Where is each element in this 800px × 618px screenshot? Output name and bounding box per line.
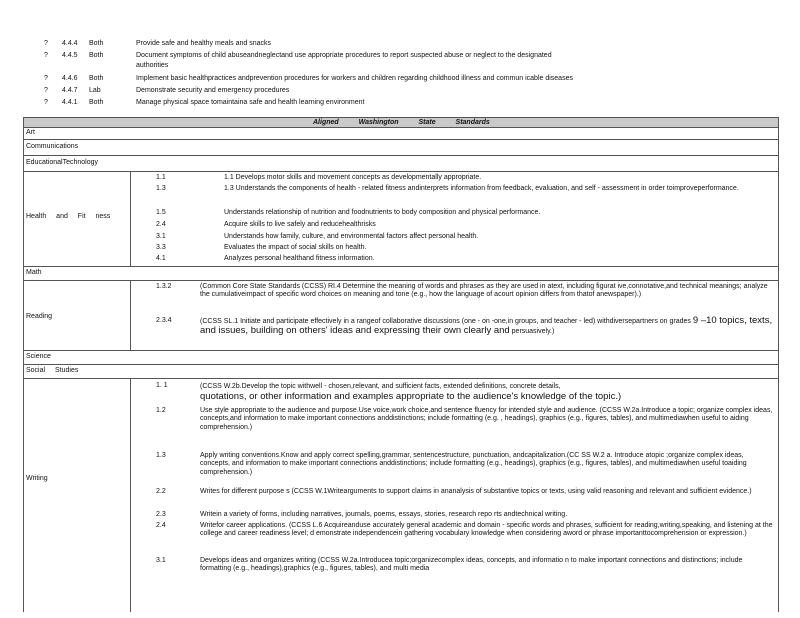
standard-text: Develops ideas and organizes writing (CCSS W.2a.Introducea topic;organizecomplex ideas, concepts, and informatio n to make important connections and distinctions; include formatting (e.g., headings),graphics (e.g., figures, tables), and multi media [200, 557, 743, 573]
row-divider [23, 171, 779, 172]
bullet: ? [44, 99, 48, 106]
bullet: ? [44, 40, 48, 47]
bullet: ? [44, 52, 48, 59]
standard-code: 2.4 [156, 522, 166, 529]
standard-text-large: quotations, or other information and examples appropriate to the audience's knowledge of the topic.) [200, 391, 622, 402]
item-text: Manage physical space tomaintaina safe and health learning environment [136, 99, 365, 106]
item-number: 4.4.4 [62, 40, 78, 47]
row-divider [23, 364, 779, 365]
standard-code: 2.2 [156, 488, 166, 495]
subject-science: Science [26, 353, 51, 360]
standard-code: 3.3 [156, 244, 166, 251]
item-type: Both [89, 75, 104, 82]
row-divider [23, 155, 779, 156]
list-item [0, 98, 800, 108]
bullet: ? [44, 87, 48, 94]
subject-edtech: EducationalTechnology [26, 159, 98, 166]
standard-text: Analyzes personal healthand fitness information. [224, 255, 375, 262]
standard-code: 3.1 [156, 557, 166, 564]
standard-code: 1.3 [156, 452, 166, 459]
standard-text: Writes for different purpose s (CCSS W.1Writearguments to support claims in ananalysis of substantive topics or texts, using valid reasoning and relevant and sufficient evidence.) [200, 488, 752, 495]
standard-text [200, 317, 775, 336]
standard-text [200, 382, 775, 403]
standard-text: Understands relationship of nutrition and foodnutrients to body composition and physical performance. [224, 209, 541, 216]
subject-reading: Reading [26, 313, 53, 320]
item-text: authorities [136, 62, 169, 69]
item-number: 4.4.5 [62, 52, 78, 59]
standard-code: 1.3 [156, 185, 166, 192]
column-divider [130, 171, 131, 266]
standard-code: 2.3 [156, 511, 166, 518]
standard-text: (Common Core State Standards (CCSS) RI.4 Determine the meaning of words and phrases as they are used in atext, including figurat ive,connotative,and technical meanings; analyze the cumulativeimpact of specific word choices on meaning and tone (e.g., how the language of acourt opinion differs from thatof anewspaper).) [200, 283, 768, 299]
item-text: Demonstrate security and emergency procedures [136, 87, 290, 94]
standard-text: Use style appropriate to the audience and purpose.Use voice,work choice,and sentence fluency for intended style and audience. (CCSS W.2a.Introduce a topic; organize complex ideas, concepts,and information to make important connections anddistinctions; include formatting (e.g. , headings), graphics (e.g., figures, tables), and multimediawhen useful to aiding comprehension.) [200, 407, 773, 431]
item-type: Lab [89, 87, 101, 94]
bullet: ? [44, 75, 48, 82]
standard-text: 1.3 Understands the components of health - related fitness andinterprets information from feedback, evaluation, and self - assessment in order toimproveperformance. [224, 185, 739, 192]
standard-text-part: (CCSS W.2b.Develop the topic withwell - chosen,relevant, and sufficient facts, extended definitions, concrete details, [200, 383, 561, 390]
standard-code: 2.4 [156, 221, 166, 228]
item-type: Both [89, 52, 104, 59]
list-item [0, 51, 800, 61]
item-number: 4.4.6 [62, 75, 78, 82]
standard-code: 3.1 [156, 233, 166, 240]
item-type: Both [89, 40, 104, 47]
list-item [0, 39, 800, 49]
standard-code: 1.2 [156, 407, 166, 414]
standard-code: 1.1 [156, 174, 166, 181]
list-item [0, 86, 800, 96]
list-item [0, 74, 800, 84]
aligned-standards-title: Aligned Washington State Standards [313, 119, 490, 126]
standard-code: 2.3.4 [156, 317, 172, 324]
standard-text: Understands how family, culture, and environmental factors affect personal health. [224, 233, 479, 240]
column-divider [130, 378, 131, 612]
item-text: Document symptoms of child abuseandneglectand use appropriate procedures to report suspected abuse or neglect to the designated [136, 52, 552, 59]
subject-math: Math [26, 269, 42, 276]
row-divider [23, 378, 779, 379]
standard-code: 1.3.2 [156, 283, 172, 290]
standard-text: Acquire skills to live safely and reducehealthrisks [224, 221, 376, 228]
item-number: 4.4.1 [62, 99, 78, 106]
list-item [0, 61, 800, 71]
standard-text: Writefor career applications. (CCSS L.6 Acquireanduse accurately general academic and domain - specific words and phrases, sufficient for reading,writing,speaking, and listening at the college and career readiness level; d emonstrate independencein gathering vocabulary knowledge when considering aword or phrase importanttocomprehension or expression.) [200, 522, 773, 538]
standard-text: Writein a variety of forms, including narratives, journals, poems, essays, stories, research repo rts andtechnical writing. [200, 511, 568, 518]
standard-code: 1. 1 [156, 382, 168, 389]
standard-text: Apply writing conventions.Know and apply correct spelling,grammar, sentencestructure, punctuation, andcapitalization.(CC SS W.2 a. Introduce atopic ;organize complex ideas, concepts, and information to make important connections anddistinctions; include formatting (e.g., headings), graphics (e.g., figures, tables), and multimediawhen useful toaiding comprehension.) [200, 452, 747, 476]
standard-text: Evaluates the impact of social skills on health. [224, 244, 367, 251]
standard-text: 1.1 Develops motor skills and movement concepts as developmentally appropriate. [224, 174, 482, 181]
standard-text-tail: persuasively.) [511, 327, 555, 335]
item-type: Both [89, 99, 104, 106]
subject-art: Art [26, 129, 35, 136]
subject-social-studies: Social Studies [26, 367, 79, 374]
standard-code: 4.1 [156, 255, 166, 262]
row-divider [23, 280, 779, 281]
subject-writing: Writing [26, 475, 48, 482]
aligned-standards-header [23, 117, 779, 128]
standard-code: 1.5 [156, 209, 166, 216]
item-text: Provide safe and healthy meals and snacks [136, 40, 272, 47]
standard-text-part: (CCSS SL.1 Initiate and participate effectively in a rangeof collaborative discussions (one - on -one,in groups, and teacher - led) withdiversepartners on grades [200, 318, 693, 325]
item-text: Implement basic healthpractices andprevention procedures for workers and children regarding childhood illness and commun icable diseases [136, 75, 573, 82]
row-divider [23, 350, 779, 351]
row-divider [23, 139, 779, 140]
subject-communications: Communications [26, 143, 79, 150]
subject-health: Health and Fit ness [26, 213, 111, 220]
row-divider [23, 266, 779, 267]
standard-text-large: 9 –10 topics, texts, and issues, building on others' ideas and expressing their own clearly and [200, 315, 773, 336]
column-divider [130, 280, 131, 350]
item-number: 4.4.7 [62, 87, 78, 94]
